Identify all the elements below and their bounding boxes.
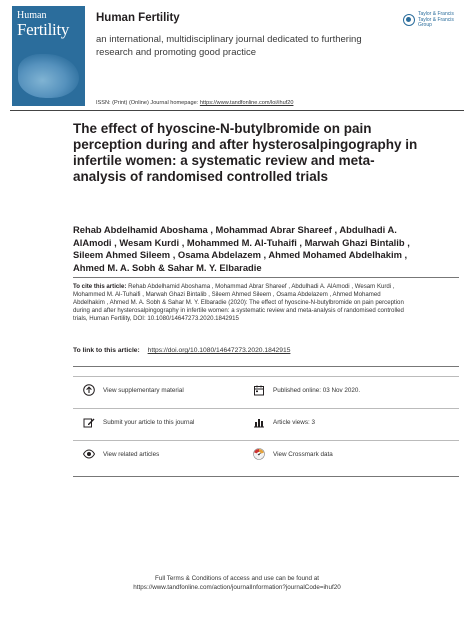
article-views xyxy=(253,409,315,435)
footer-terms-text: Full Terms & Conditions of access and use can be found at xyxy=(154,575,320,582)
journal-homepage-link[interactable]: https://www.tandfonline.com/loi/ihuf20 xyxy=(199,100,294,106)
calendar-icon xyxy=(253,384,265,396)
publisher-logo-icon xyxy=(403,14,415,26)
article-authors: Rehab Abdelhamid Aboshama , Mohammad Abrar Shareef , Abdulhadi A. AlAmodi , Wesam Kurdi , Mohammed M. Al-Tuhaifi , Marwah Ghazi Bintalib , Sileem Ahmed Sileem , Osama Abdelazem , Ahmed Mohamed Abdelhakim , Ahmed M. A. Sobh & Sahar M. Y. Elbaradie xyxy=(73,224,410,273)
views-label: Article views: 3 xyxy=(273,418,315,426)
journal-subtitle: an international, multidisciplinary journal dedicated to furthering research and promoting good practice xyxy=(96,34,362,58)
journal-title: Human Fertility xyxy=(96,12,180,24)
header-divider xyxy=(10,110,464,111)
issn-line xyxy=(96,100,293,106)
submit-article-link[interactable] xyxy=(83,409,194,435)
footer xyxy=(0,574,474,592)
related-label: View related articles xyxy=(103,450,160,458)
supplementary-material-link[interactable] xyxy=(83,377,184,403)
cover-title-line1: Human xyxy=(17,10,47,21)
upload-icon xyxy=(83,384,95,396)
citation-doi-link[interactable]: 10.1080/14647273.2020.1842915 xyxy=(147,315,239,323)
cover-artwork xyxy=(18,54,79,98)
citation-text: Rehab Abdelhamid Aboshama , Mohammad Abrar Shareef , Abdulhadi A. AlAmodi , Wesam Kurdi , Mohammed M. Al-Tuhaifi , Marwah Ghazi Bintalib , Sileem Ahmed Sileem , Osama Abdelazem , Ahmed Mohamed Abdelhakim , Ahmed M. A. Sobh & Sahar M. Y. Elbaradie (2020): The effect of hyoscine-N-butylbromide on pain perception during and after hysterosalpingography in infertile women: a systematic review and meta-analysis of randomised controlled trials, Human Fertility, DOI: xyxy=(73,283,404,323)
article-title: The effect of hyoscine-N-butylbromide on pain perception during and after hysterosalpingography in infertile women: a systematic review and meta-analysis of randomised controlled trials xyxy=(73,121,418,184)
cover-title-line2: Fertility xyxy=(17,20,70,39)
actions-row-3 xyxy=(73,440,459,467)
edit-icon xyxy=(83,416,95,428)
journal-cover-image xyxy=(12,6,85,106)
submit-label: Submit your article to this journal xyxy=(103,418,195,426)
publisher-logo-text: Taylor & Francis Taylor & Francis Group xyxy=(418,11,454,28)
actions-divider xyxy=(73,476,459,477)
actions-row-1 xyxy=(73,376,459,403)
eye-icon xyxy=(83,448,95,460)
issn-prefix: ISSN: (Print) (Online) Journal homepage: xyxy=(96,100,199,106)
article-link-line xyxy=(73,347,290,354)
article-link-label: To link to this article: xyxy=(73,347,140,354)
crossmark-icon xyxy=(253,448,265,460)
article-doi-link[interactable]: https://doi.org/10.1080/14647273.2020.1842915 xyxy=(147,347,291,354)
crossmark-label: View Crossmark data xyxy=(273,450,333,458)
supplementary-label: View supplementary material xyxy=(103,386,184,394)
citation-block xyxy=(73,283,413,323)
citation-label: To cite this article: xyxy=(73,283,127,290)
bar-chart-icon xyxy=(253,416,265,428)
citation-divider xyxy=(73,366,459,367)
published-label: Published online: 03 Nov 2020. xyxy=(273,386,361,394)
actions-row-2 xyxy=(73,408,459,435)
footer-terms-link[interactable]: https://www.tandfonline.com/action/journalInformation?journalCode=ihuf20 xyxy=(133,584,341,591)
published-date xyxy=(253,377,360,403)
authors-divider xyxy=(73,277,459,278)
related-articles-link[interactable] xyxy=(83,441,159,467)
crossmark-link[interactable] xyxy=(253,441,333,467)
publisher-logo xyxy=(403,12,460,29)
